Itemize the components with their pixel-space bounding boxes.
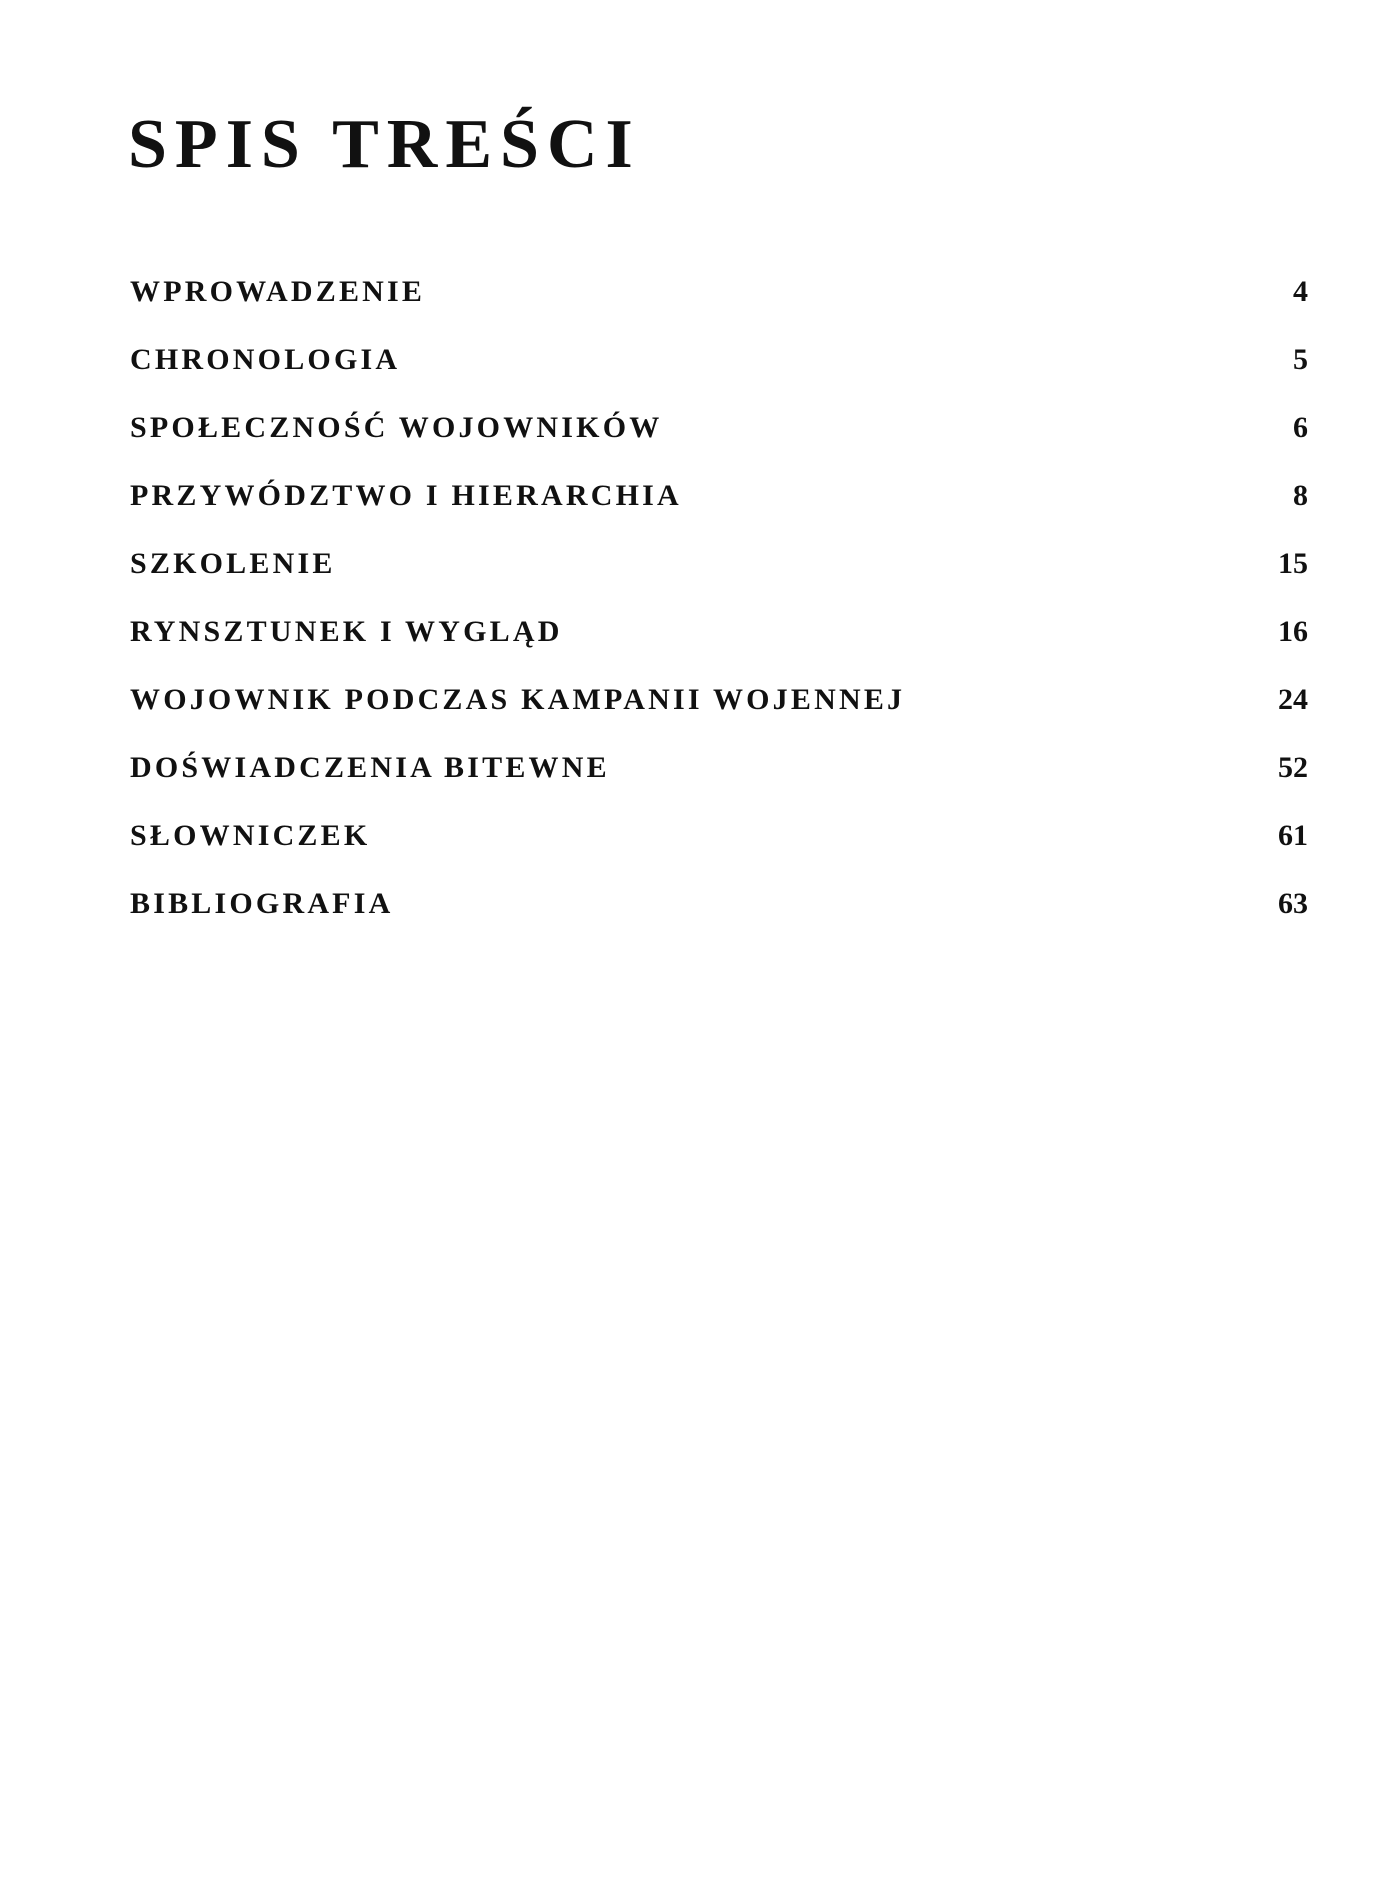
toc-entry-page-number: 63 [1278, 887, 1308, 920]
toc-entry-label: RYNSZTUNEK I WYGLĄD [130, 615, 563, 648]
toc-entry-page-number: 61 [1278, 819, 1308, 852]
page-title: SPIS TREŚCI [128, 106, 641, 183]
toc-entry[interactable] [130, 750, 1308, 818]
toc-entry-label: SŁOWNICZEK [130, 819, 371, 852]
toc-entry-page-number: 15 [1278, 547, 1308, 580]
toc-entry[interactable] [130, 410, 1308, 478]
toc-entry-label: CHRONOLOGIA [130, 343, 401, 376]
toc-entry-page-number: 6 [1293, 411, 1308, 444]
toc-entry[interactable] [130, 614, 1308, 682]
toc-entry-page-number: 52 [1278, 751, 1308, 784]
toc-entry-label: WOJOWNIK PODCZAS KAMPANII WOJENNEJ [130, 683, 906, 716]
toc-entry[interactable] [130, 546, 1308, 614]
toc-entry-page-number: 5 [1293, 343, 1308, 376]
toc-entry-label: SZKOLENIE [130, 547, 336, 580]
toc-entry-page-number: 16 [1278, 615, 1308, 648]
toc-entry-page-number: 8 [1293, 479, 1308, 512]
toc-entry-label: BIBLIOGRAFIA [130, 887, 394, 920]
toc-entry[interactable] [130, 342, 1308, 410]
toc-list [130, 274, 1308, 954]
toc-entry[interactable] [130, 682, 1308, 750]
toc-entry[interactable] [130, 818, 1308, 886]
toc-entry[interactable] [130, 274, 1308, 342]
toc-entry[interactable] [130, 886, 1308, 954]
toc-entry-label: PRZYWÓDZTWO I HIERARCHIA [130, 479, 682, 512]
toc-entry-label: DOŚWIADCZENIA BITEWNE [130, 751, 610, 784]
toc-entry-label: SPOŁECZNOŚĆ WOJOWNIKÓW [130, 411, 663, 444]
toc-entry-page-number: 4 [1293, 275, 1308, 308]
toc-entry[interactable] [130, 478, 1308, 546]
toc-entry-page-number: 24 [1278, 683, 1308, 716]
toc-entry-label: WPROWADZENIE [130, 275, 426, 308]
